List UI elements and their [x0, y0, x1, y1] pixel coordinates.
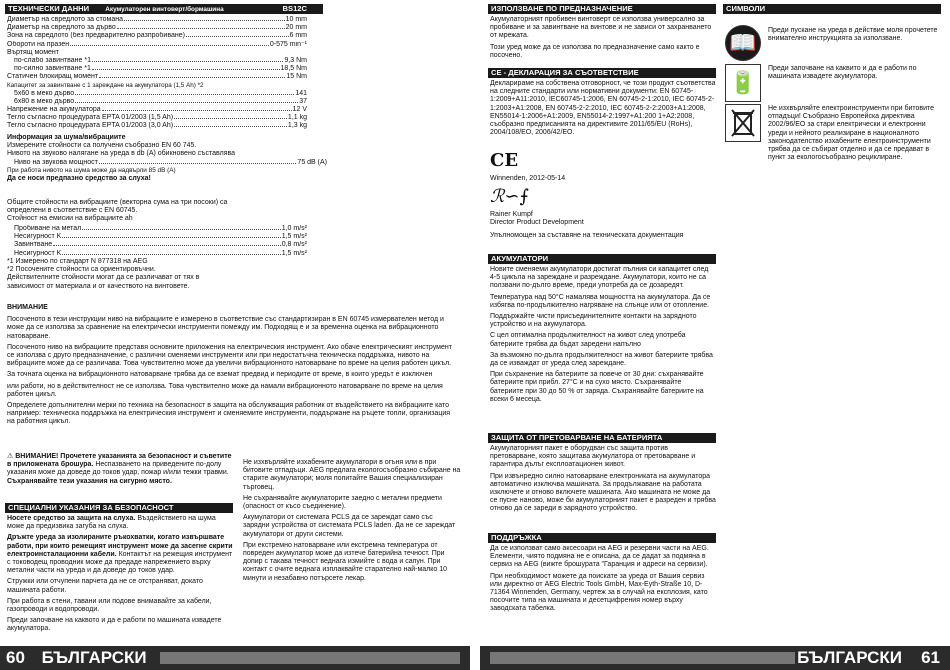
spec-row: Диаметър на свредлото за дърво 20 mm — [7, 24, 307, 32]
paragraph: Температура над 50°C намалява мощността на акумулатора. Да се избягва по-продължително нагряване на слънце или от отопление. — [490, 293, 711, 309]
vibration-row: Завинтване 0,8 m/s² — [14, 241, 307, 249]
spec-row: Диаметър на свредлото за стомана 10 mm — [7, 16, 307, 23]
crossed-bin-icon — [725, 104, 761, 142]
spec-row: Напрежение на акумулатора 12 V — [7, 106, 307, 114]
warning-text: За точната оценка на вибрационното натоварване трябва да се вземат предвид и периодите от време, в които уредът е изключен — [7, 371, 433, 379]
tech-data-subtitle: Акумулаторен винтоверт/бормашина — [105, 6, 224, 13]
paragraph: При съхранение на батериите за повече от 30 дни: съхранявайте батериите при прибл. 27°C и на сухо място. Съхранявайте батериите при 30 до 50 % от заряда. Съхранявайте батериите на всеки 6 месеца. — [490, 371, 704, 403]
vibration-text: Стойност на емисии на вибрациите ah — [7, 215, 133, 223]
noise-section — [7, 134, 327, 183]
language-label: БЪЛГАРСКИ — [797, 648, 902, 667]
safety-attention: ⚠ ВНИМАНИЕ! Прочетете указанията за безопасност и съветите в приложената брошура. Неспазването на приведените по-долу указания може да доведе до токов удар, пожар и/или тежки травми. Съхранявайте тези указания на сигурно място. — [7, 453, 232, 485]
battery-header: АКУМУЛАТОРИ — [488, 254, 716, 264]
spec-row: 5x60 в меко дърво 141 — [14, 89, 307, 97]
tech-data-title: ТЕХНИЧЕСКИ ДАННИ — [8, 4, 90, 13]
warning-title: ВНИМАНИЕ — [7, 304, 48, 311]
symbol-remove-battery-text: Преди започване на каквито и да е работи по машината извадете акумулатора. — [768, 65, 917, 81]
paragraph: Поддържайте чисти присъединителните контакти на зарядното устройство и на акумулатора. — [490, 313, 697, 329]
spec-list — [7, 16, 307, 131]
symbol-read-manual-text: Преди пускане на уреда в действие моля прочетете внимателно инструкцията за използване. — [768, 27, 938, 43]
ce-mark-icon: CE — [490, 150, 519, 171]
tech-data-header — [5, 4, 323, 14]
spec-row: Тегло съгласно процедурата EPTA 01/2003 (1,5 Ah) 1,1 kg — [7, 114, 307, 122]
vibration-list — [7, 225, 307, 258]
warning-text: Определете допълнителни мерки по техника на безопасност в защита на обслужващия работник от въздействието на вибрациите като например: техническа поддръжка на електрическия инструмент и сменяемите инструменти, поддържане на ръцете топли, организация на работния цикъл. — [7, 402, 451, 426]
maintenance-text — [490, 545, 716, 617]
warning-text: Посоченото в тези инструкции ниво на вибрациите е измерено в съответствие със стандартизиран в EN 60745 измервателен метод и може да се използва за сравнение на електрически инструменти помежду им. Подходящ е и за временна оценка на вибрационното натоварване. — [7, 316, 444, 340]
symbols-header: СИМВОЛИ — [723, 4, 941, 14]
page-number: 61 — [921, 648, 940, 667]
noise-row: Ниво на звукова мощност 75 dB (A) — [14, 158, 327, 166]
paragraph: Да се използват само аксесоари на AEG и резервни части на AEG. Елементи, чиято подмяна не е описана, да се дадат за подмяна в сервиз на AEG (вижте брошурата "Гаранция и адреси на сервизи). — [490, 545, 709, 569]
maintenance-header: ПОДДРЪЖКА — [488, 533, 716, 543]
page-right — [480, 0, 950, 670]
special-safety-header: СПЕЦИАЛНИ УКАЗАНИЯ ЗА БЕЗОПАСНОСТ — [5, 503, 233, 513]
special-safety-text: Носете средство за защита на слуха. Въздействието на шума може да предизвика загуба на слуха. Дръжте уреда за изолираните ръкохватки, когато извършвате работи, при които режещият инструмент може да засегне скрити електроинсталационни кабели. Контактът на режещия инструмент с тоководещ проводник може да предаде напрежението върху метални части на уреда и да доведе до токов удар. Стружки или отчупени парчета да не се отстраняват, докато машината работи. При работа в стени, тавани или подове внимавайте за кабели, газопроводи и водопроводи. Преди започване на каквото и да е работи по машината извадете акумулатора. — [7, 515, 233, 633]
note: *1 Измерено по стандарт N 877318 на AEG — [7, 258, 148, 265]
spec-row: Статичен блокиращ момент 15 Nm — [7, 73, 307, 81]
paragraph: За възможно по-дълга продължителност на живот батериите трябва да се изваждат от уреда след зареждане. — [490, 351, 713, 368]
overload-text — [490, 445, 716, 517]
ce-header: СЕ - ДЕКЛАРАЦИЯ ЗА СЪОТВЕТСТВИЕ — [488, 68, 716, 78]
hearing-warning: Да се носи предпазно средство за слуха! — [7, 175, 151, 182]
spec-row: 6x80 в меко дърво 37 — [14, 97, 307, 105]
spec-row: Обороти на празен 0-575 min⁻¹ — [7, 40, 307, 48]
spec-row: по-силно завинтване *1 18,5 Nm — [14, 65, 307, 73]
noise-text: Измерените стойности са получени съобразно EN 60 745. — [7, 142, 197, 150]
paragraph: Акумулаторният пакет е оборудван със защита против претоварване, която защитава акумулатора от претоварване и гарантира дълъг експлоатационен живот. — [490, 445, 696, 469]
footer-right — [480, 646, 950, 670]
paragraph: Новите сменяеми акумулатори достигат пълния си капацитет след 4-5 цикъла на зареждане и разреждане. Акумулатори, които не са ползвани по-дълго време, преди употреба да се дозаредят. — [490, 266, 709, 290]
vibration-row: Несигурност K 1,5 m/s² — [14, 233, 307, 241]
note: *2 Посочените стойности са ориентировъчни. — [7, 266, 156, 274]
warning-triangle-icon: ⚠ — [7, 453, 14, 460]
read-manual-icon: 📖 — [725, 25, 761, 61]
paragraph: При необходимост можете да поискате за уреда от Вашия сервиз или директно от AEG Electric Tools GmbH, Max-Eyth-Straße 10, D-71364 Winnenden, Germany, чертеж за в случай на експлозия, като посочите типа на машината и десетцифрения номер върху заводската табелка. — [490, 572, 708, 613]
ce-signoff: Winnenden, 2012-05-14 ℛ∽⨍ Rainer Kumpf Director Product Development Упълномощен за съставяне на техническата документация — [490, 175, 716, 240]
page-left — [0, 0, 470, 670]
use-text: Акумулаторният пробивен винтоверт се използва универсално за пробиване и за завинтване на винтове и не зависи от захранването от мрежата. Този уред може да се използва по предназначение само както е посочено. — [490, 16, 712, 59]
notes — [7, 258, 237, 291]
signature-icon: ℛ∽⨍ — [490, 186, 529, 208]
use-header: ИЗПОЛЗВАНЕ ПО ПРЕДНАЗНАЧЕНИЕ — [488, 4, 716, 14]
safety-keep-text: Съхранявайте тези указания на сигурно място. — [7, 477, 172, 485]
vibration-text: Общите стойности на вибрациите (векторна сума на три посоки) са определени в съответствие с EN 60745. — [7, 199, 228, 215]
noise-text: Нивото на звуково налягане на уреда в db (A) обикновено съставлява — [7, 150, 236, 158]
footer-left — [0, 646, 470, 670]
note: Действителните стойности могат да се различават от тях в зависимост от материала и от качеството на винтовете. — [7, 274, 200, 290]
spec-row: Въртящ момент — [7, 48, 59, 56]
model-number: BS12C — [282, 4, 307, 13]
warning-section — [7, 304, 457, 430]
vibration-row: Несигурност K 1,5 m/s² — [14, 249, 307, 257]
paragraph: С цел оптимална продължителност на живот след употреба батериите трябва да бъдат заредени напълно — [490, 332, 686, 348]
overload-header: ЗАЩИТА ОТ ПРЕТОВАРВАНЕ НА БАТЕРИЯТА — [488, 433, 716, 443]
noise-title: Информация за шума/вибрациите — [7, 134, 126, 141]
page-number: 60 — [6, 648, 25, 667]
spec-row: по-слабо завинтване *1 9,3 Nm — [14, 56, 307, 64]
ce-text: Декларираме на собствена отговорност, че този продукт съответства на следните стандарти или нормативни документи: EN 60745-1:2009+A11:2010, IEC60745-1:2006, EN 60745-2-1:2010, IEC 60745-2-1:2003+A1:2008, EN 60745-2-2:2010, IEC 60745-2-2:2003+A1:2008, EN55014-1:2006+A1:2009, EN55014-2:1997+A1:200 1+A2:2008, съобразно предписанията на директивите 2011/65/EU (RoHs), 2004/108/EO, 2006/42/EO. — [490, 80, 716, 137]
vibration-row: Пробиване на метал 1,0 m/s² — [14, 225, 307, 232]
battery-text — [490, 266, 716, 407]
battery-disposal-text: Не изхвърляйте изхабените акумулатори в огъня или в при битовите отпадъци. AEG предлага екологосъобразно събиране на старите акумулатори; моля попитайте Вашия специализиран търговец. Не съхранявайте акумулаторите заедно с метални предмети (опасност от късо съединение). Акумулатори от системата PCLS да се зареждат само със зарядни устройства от системата PCLS laden. Да не се зареждат акумулатори от други системи. При екстремно натоварване или екстремна температура от повреден акумулатор може да изтече батерийна течност. При допир с такава течност веднага измийте с вода и сапун. При контакт с очите веднага изплаквайте старателно най-малко 10 минути и незабавно потърсете лекар. — [243, 459, 461, 582]
spec-row: Капацитет за завинтване с 1 зареждане на акумулатора (1,5 Ah) *2 — [7, 81, 204, 89]
symbol-disposal-text: Не изхвърляйте електроинструменти при битовите отпадъци! Съобразно Европейска директива 2002/96/EO за стари електрически и електронни уреди и нейното реализиране в националното законодателство изхабените електроинструменти трябва да се събират отделно и да се предават в пункт за екологосъобразно рециклиране. — [768, 105, 935, 162]
language-label: БЪЛГАРСКИ — [41, 648, 147, 667]
warning-text: Посоченото ниво на вибрациите представя основните приложения на електрическия инструмент. Ако обаче електрическият инструмент се използва с друго предназначение, с различни сменяеми инструменти или при недостатъчна техническа поддръжка, нивото на вибрациите може да се различава. Това чувствително може да увеличи вибрационното натоварване по време на целия работен цикъл. — [7, 343, 452, 368]
warning-text: или работи, но в действителност не се използва. Това чувствително може да намали вибрационното натоварване по време на целия работен цикъл. — [7, 382, 443, 398]
vibration-section — [7, 199, 237, 224]
paragraph: При извънредно силно натоварване електрониката на акумулатора автоматично изключва машината. За продължаване на работата изключете и отново включете машината. Ако машината не може да се пусне наново, може би акумулаторният пакет е разреден и трябва отново да се зареди в зарядното устройство. — [490, 472, 716, 513]
noise-text: При работа нивото на шума може да надвърли 85 dB (A) — [7, 166, 176, 174]
spec-row: Тегло съгласно процедурата EPTA 01/2003 (3,0 Ah) 1,3 kg — [7, 122, 307, 130]
spec-row: Зона на свредлото (без предварително разпробиване) 6 mm — [7, 32, 307, 40]
remove-battery-icon: 🔋 — [725, 64, 761, 102]
